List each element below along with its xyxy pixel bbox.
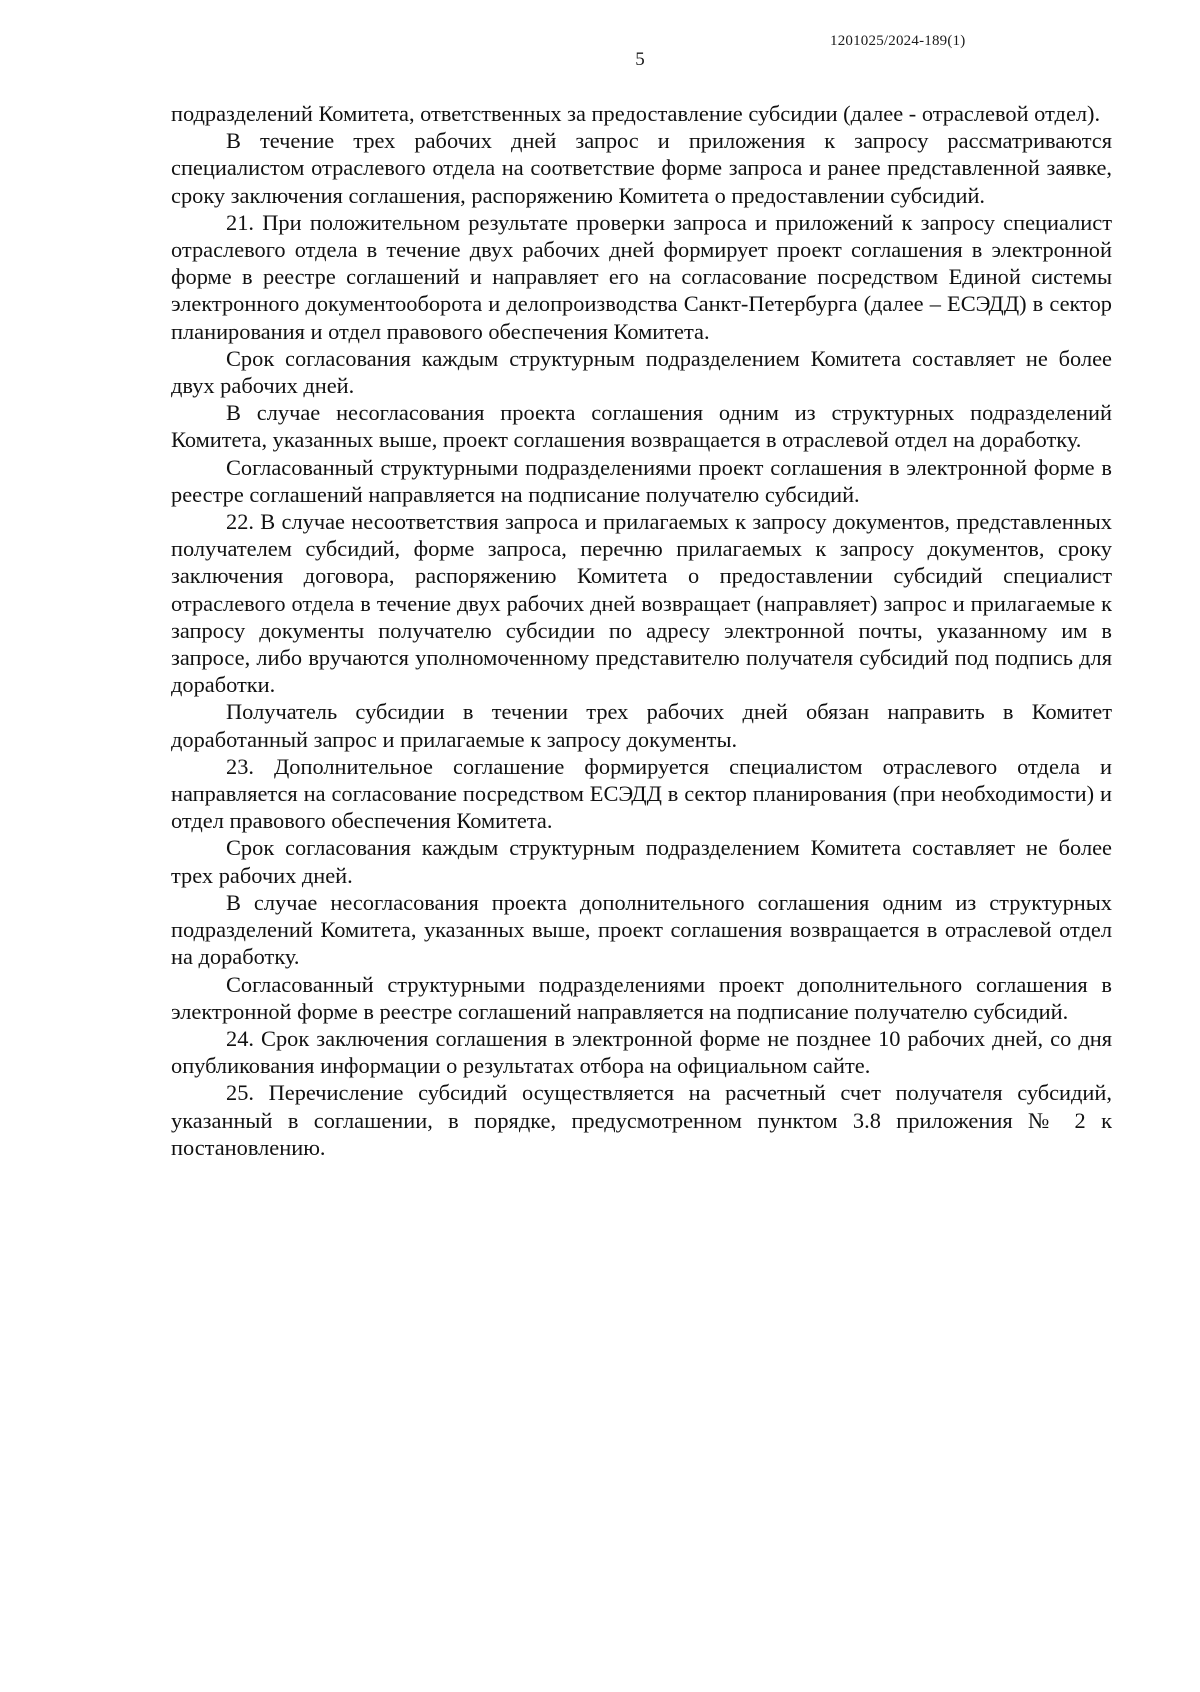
paragraph: В случае несогласования проекта соглашения одним из структурных подразделений Комитета, указанных выше, проект соглашения возвращается в отраслевой отдел на доработку. bbox=[171, 400, 1112, 453]
paragraph-clause-23: 23. Дополнительное соглашение формируется специалистом отраслевого отдела и направляется на согласование посредством ЕСЭДД в сектор планирования (при необходимости) и отдел правового обеспечения Комитета. bbox=[171, 753, 1112, 834]
document-body bbox=[171, 100, 1112, 1161]
paragraph: В течение трех рабочих дней запрос и приложения к запросу рассматриваются специалистом отраслевого отдела на соответствие форме запроса и ранее представленной заявке, сроку заключения соглашения, распоряжению Комитета о предоставлении субсидий. bbox=[171, 128, 1112, 208]
paragraph-clause-22: 22. В случае несоответствия запроса и прилагаемых к запросу документов, представленных получателем субсидий, форме запроса, перечню прилагаемых к запросу документов, сроку заключения договора, распоряжению Комитета о предоставлении субсидий специалист отраслевого отдела в течение двух рабочих дней возвращает (направляет) запрос и прилагаемые к запросу документы получателю субсидии по адресу электронной почты, указанному им в запросе, либо вручаются уполномоченному представителю получателя субсидий под подпись для доработки. bbox=[171, 509, 1112, 698]
paragraph: Согласованный структурными подразделениями проект соглашения в электронной форме в реестре соглашений направляется на подписание получателю субсидий. bbox=[171, 454, 1112, 507]
paragraph: Получатель субсидии в течении трех рабочих дней обязан направить в Комитет доработанный запрос и прилагаемые к запросу документы. bbox=[171, 699, 1112, 752]
paragraph-clause-24: 24. Срок заключения соглашения в электронной форме не позднее 10 рабочих дней, со дня опубликования информации о результатах отбора на официальном сайте. bbox=[171, 1025, 1112, 1079]
paragraph-clause-21: 21. При положительном результате проверки запроса и приложений к запросу специалист отраслевого отдела в течение двух рабочих дней формирует проект соглашения в электронной форме в реестре соглашений и направляет его на согласование посредством Единой системы электронного документооборота и делопроизводства Санкт-Петербурга (далее – ЕСЭДД) в сектор планирования и отдел правового обеспечения Комитета. bbox=[171, 209, 1112, 344]
paragraph-continuation: подразделений Комитета, ответственных за предоставление субсидии (далее - отраслевой отдел). bbox=[171, 101, 1101, 126]
paragraph: В случае несогласования проекта дополнительного соглашения одним из структурных подразделений Комитета, указанных выше, проект соглашения возвращается в отраслевой отдел на доработку. bbox=[171, 889, 1112, 970]
page-number: 5 bbox=[635, 49, 645, 70]
document-number: 1201025/2024-189(1) bbox=[830, 33, 966, 49]
paragraph-clause-25: 25. Перечисление субсидий осуществляется на расчетный счет получателя субсидий, указанный в соглашении, в порядке, предусмотренном пунктом 3.8 приложения № 2 к постановлению. bbox=[171, 1080, 1112, 1160]
paragraph: Срок согласования каждым структурным подразделением Комитета составляет не более трех рабочих дней. bbox=[171, 835, 1112, 888]
paragraph: Срок согласования каждым структурным подразделением Комитета составляет не более двух рабочих дней. bbox=[171, 345, 1112, 399]
paragraph: Согласованный структурными подразделениями проект дополнительного соглашения в электронной форме в реестре соглашений направляется на подписание получателю субсидий. bbox=[171, 971, 1112, 1024]
